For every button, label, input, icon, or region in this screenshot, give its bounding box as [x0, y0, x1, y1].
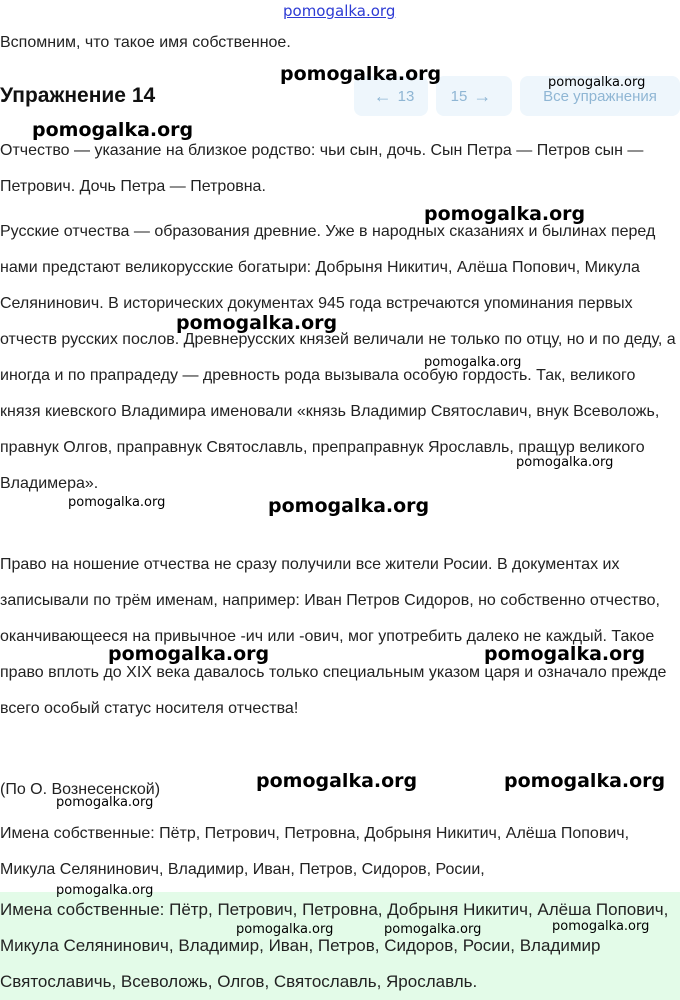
watermark: pomogalka.org [56, 795, 154, 810]
watermark: pomogalka.org [424, 203, 586, 225]
watermark: pomogalka.org [32, 119, 194, 141]
exercise-title: Упражнение 14 [0, 84, 156, 107]
answer-text: Имена собственные: Пётр, Петрович, Петровна, Добрыня Никитич, Алёша Попович, Микула Селянинович, Владимир, Иван, Петров, Сидоров, Росии, Владимир Святославичь, Всеволожь, Олгов, Святославль, Ярославль. [0, 900, 669, 991]
watermark: pomogalka.org [424, 355, 522, 370]
watermark: pomogalka.org [548, 75, 646, 90]
intro-text: Вспомним, что такое имя собственное. [0, 34, 291, 51]
arrow-right-icon: → [473, 85, 492, 106]
watermark: pomogalka.org [68, 495, 166, 510]
watermark: pomogalka.org [256, 770, 418, 792]
paragraph-2: Русские отчества — образования древние. Уже в народных сказаниях и былинах перед нами предстают великорусские богатыри: Добрыня Никитич, Алёша Попович, Микула Селянинович. В исторических документах 945 года встречаются упоминания первых отчеств русских послов. Древнерусских князей величали не только по отцу, но и по деду, а иногда и по прапрадеду — древность рода вызывала особую гордость. Так, великого князя киевского Владимира именовали «князь Владимир Святославич, внук Всеволожь, правнук Олгов, праправнук Святославль, препраправнук Ярославль, пращур великого Владимера». [0, 223, 676, 492]
next-exercise-label: 15 [450, 87, 468, 105]
watermark: pomogalka.org [384, 922, 482, 937]
next-exercise-button[interactable] [436, 76, 512, 116]
watermark-top-link[interactable]: pomogalka.org [283, 2, 396, 20]
prev-exercise-button[interactable] [354, 76, 428, 116]
arrow-left-icon: ← [373, 85, 392, 106]
watermark: pomogalka.org [280, 63, 442, 85]
watermark: pomogalka.org [176, 312, 338, 334]
prev-exercise-label: 13 [397, 87, 415, 105]
watermark: pomogalka.org [516, 455, 614, 470]
answer-block [0, 892, 680, 1000]
watermark: pomogalka.org [268, 495, 430, 517]
author-attribution: (По О. Вознесенской) [0, 781, 161, 798]
watermark: pomogalka.org [484, 643, 646, 665]
names-task-text: Имена собственные: Пётр, Петрович, Петровна, Добрыня Никитич, Алёша Попович, Микула Селянинович, Владимир, Иван, Петров, Сидоров, Росии, [0, 825, 630, 878]
watermark: pomogalka.org [108, 643, 270, 665]
watermark: pomogalka.org [552, 919, 650, 934]
watermark: pomogalka.org [504, 770, 666, 792]
all-exercises-button[interactable] [520, 76, 680, 116]
watermark: pomogalka.org [236, 922, 334, 937]
paragraph-1: Отчество — указание на близкое родство: чьи сын, дочь. Сын Петра — Петров сын — Петрович. Дочь Петра — Петровна. [0, 142, 644, 195]
watermark: pomogalka.org [56, 883, 154, 898]
paragraph-3: Право на ношение отчества не сразу получили все жители Росии. В документах их записывали по трём именам, например: Иван Петров Сидоров, но собственно отчество, оканчивающееся на привычное -ич или -ович, мог употребить далеко не каждый. Такое право вплоть до XIX века давалось только специальным указом царя и означало прежде всего особый статус носителя отчества! [0, 556, 667, 717]
all-exercises-label: Все упражнения [543, 87, 657, 105]
